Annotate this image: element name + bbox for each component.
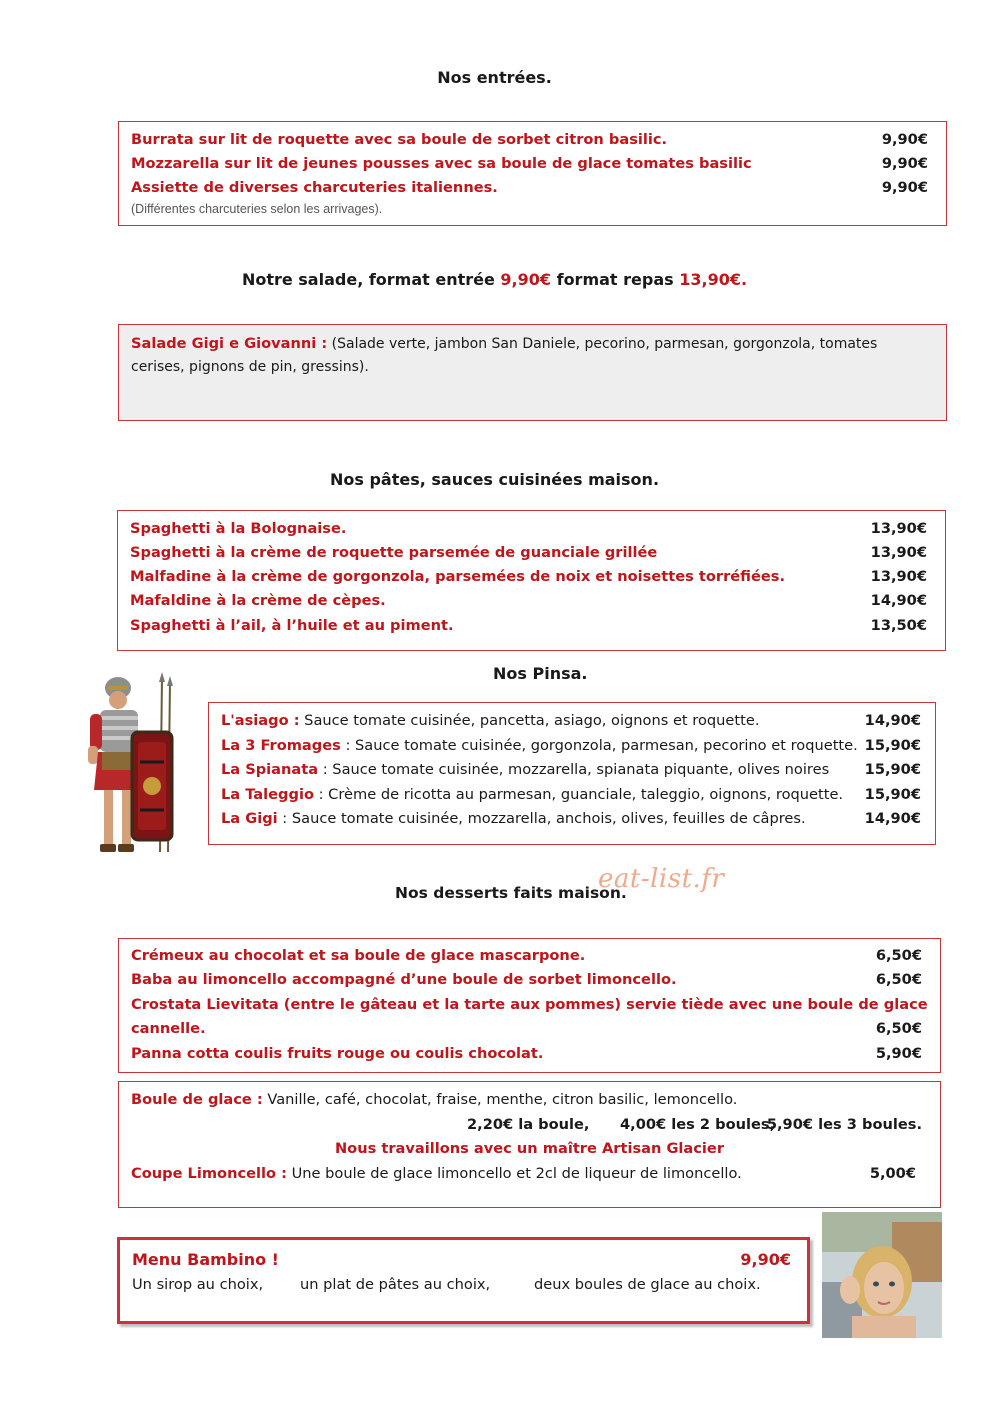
pinsa-name: La Taleggio — [221, 786, 314, 803]
pates-heading: Nos pâtes, sauces cuisinées maison. — [329, 470, 660, 489]
coupe-price: 5,00€ — [869, 1165, 916, 1182]
pinsa-price: 14,90€ — [864, 712, 921, 729]
pinsa-name: La Spianata — [221, 761, 319, 778]
pates-row — [130, 541, 927, 565]
entree-name: Assiette de diverses charcuteries italiennes. — [131, 179, 498, 196]
pinsa-desc: : Sauce tomate cuisinée, mozzarella, anchois, olives, feuilles de câpres. — [277, 810, 806, 827]
boule-prices-row — [131, 1113, 922, 1137]
pates-name: Spaghetti à la Bolognaise. — [130, 520, 347, 537]
pinsa-row — [221, 807, 921, 831]
pinsa-heading: Nos Pinsa. — [493, 664, 588, 683]
entrees-heading: Nos entrées. — [437, 68, 552, 87]
dessert-name: Crostata Lievitata (entre le gâteau et la tarte aux pommes) servie tiède avec une boule de glace — [131, 996, 928, 1013]
pates-name: Spaghetti à l’ail, à l’huile et au piment. — [130, 617, 454, 634]
coupe-label: Coupe Limoncello : — [131, 1165, 287, 1182]
roman-soldier-illustration — [74, 672, 186, 874]
pinsa-name: L'asiago : — [221, 712, 300, 729]
pates-price: 14,90€ — [870, 592, 927, 609]
entree-row — [131, 176, 928, 200]
bambino-choice-1: Un sirop au choix, — [132, 1276, 264, 1293]
salade-price-repas: 13,90€. — [679, 270, 748, 289]
bambino-choice-3: deux boules de glace au choix. — [534, 1276, 761, 1293]
pates-row — [130, 589, 927, 613]
pinsa-row — [221, 758, 921, 782]
dessert-row — [131, 993, 928, 1017]
entrees-note: (Différentes charcuteries selon les arrivages). — [131, 202, 383, 216]
salade-price-entree: 9,90€ — [500, 270, 552, 289]
desserts-box — [118, 938, 941, 1073]
entree-name: Mozzarella sur lit de jeunes pousses avec sa boule de glace tomates basilic — [131, 155, 752, 172]
salade-text — [131, 332, 921, 379]
pinsa-price: 15,90€ — [864, 786, 921, 803]
pinsa-price: 15,90€ — [864, 761, 921, 778]
coupe-row — [131, 1162, 916, 1186]
dessert-row — [131, 944, 922, 968]
bambino-box — [117, 1237, 810, 1324]
dessert-row — [131, 968, 922, 992]
pinsa-name: La Gigi — [221, 810, 278, 827]
dessert-price: 6,50€ — [875, 1020, 922, 1037]
pates-price: 13,90€ — [870, 544, 927, 561]
coupe-desc: Une boule de glace limoncello et 2cl de liqueur de limoncello. — [286, 1165, 742, 1182]
salade-heading — [0, 270, 989, 289]
boule-price-1: 2,20€ la boule, — [467, 1116, 590, 1133]
entree-price: 9,90€ — [881, 179, 928, 196]
entree-row — [131, 152, 928, 176]
desserts-heading: Nos desserts faits maison. — [395, 884, 627, 902]
pinsa-price: 14,90€ — [864, 810, 921, 827]
bambino-price: 9,90€ — [740, 1250, 791, 1269]
pinsa-row — [221, 783, 921, 807]
salade-box — [118, 324, 947, 421]
entree-price: 9,90€ — [881, 131, 928, 148]
dessert-name: cannelle. — [131, 1020, 206, 1037]
dessert-name: Baba au limoncello accompagné d’une boule de sorbet limoncello. — [131, 971, 677, 988]
pinsa-desc: : Crème de ricotta au parmesan, guanciale, taleggio, oignons, roquette. — [313, 786, 844, 803]
pates-row — [130, 565, 927, 589]
pinsa-desc: Sauce tomate cuisinée, pancetta, asiago, oignons et roquette. — [299, 712, 760, 729]
pinsa-row — [221, 734, 921, 758]
dessert-row — [131, 1017, 922, 1041]
salade-heading-prefix: Notre salade, format entrée — [241, 270, 501, 289]
dessert-name: Crémeux au chocolat et sa boule de glace mascarpone. — [131, 947, 586, 964]
pates-price: 13,90€ — [870, 568, 927, 585]
dessert-row — [131, 1042, 922, 1066]
glaces-box — [118, 1081, 941, 1208]
pinsa-box — [208, 702, 936, 845]
boule-label: Boule de glace : — [131, 1091, 263, 1108]
pates-row — [130, 614, 927, 638]
pates-row — [130, 517, 927, 541]
entree-price: 9,90€ — [881, 155, 928, 172]
boule-price-2: 4,00€ les 2 boules, — [620, 1116, 776, 1133]
dessert-name: Panna cotta coulis fruits rouge ou coulis chocolat. — [131, 1045, 544, 1062]
boule-flavors: Vanille, café, chocolat, fraise, menthe, citron basilic, lemoncello. — [262, 1091, 738, 1108]
child-photo — [822, 1212, 942, 1338]
pates-name: Malfadine à la crème de gorgonzola, parsemées de noix et noisettes torréfiées. — [130, 568, 786, 585]
entrees-box — [118, 121, 947, 226]
dessert-price: 6,50€ — [875, 947, 922, 964]
entree-row — [131, 128, 928, 152]
bambino-choice-2: un plat de pâtes au choix, — [300, 1276, 491, 1293]
artisan-note: Nous travaillons avec un maître Artisan Glacier — [334, 1140, 725, 1157]
entree-name: Burrata sur lit de roquette avec sa boule de sorbet citron basilic. — [131, 131, 668, 148]
dessert-price: 5,90€ — [875, 1045, 922, 1062]
pinsa-row — [221, 709, 921, 733]
pinsa-desc: : Sauce tomate cuisinée, mozzarella, spianata piquante, olives noires — [318, 761, 830, 778]
artisan-row — [119, 1137, 940, 1161]
pinsa-price: 15,90€ — [864, 737, 921, 754]
watermark-logo: eat-list.fr — [598, 864, 725, 894]
bambino-title: Menu Bambino ! — [132, 1250, 279, 1269]
salade-name: Salade Gigi e Giovanni : — [131, 335, 328, 352]
salade-heading-middle: format repas — [551, 270, 680, 289]
boule-price-3: 5,90€ les 3 boules. — [766, 1116, 922, 1133]
pinsa-name: La 3 Fromages — [221, 737, 341, 754]
pates-box — [117, 510, 946, 651]
pinsa-desc: : Sauce tomate cuisinée, gorgonzola, parmesan, pecorino et roquette. — [340, 737, 858, 754]
pates-price: 13,50€ — [870, 617, 927, 634]
boule-row — [131, 1088, 922, 1112]
pates-price: 13,90€ — [870, 520, 927, 537]
pates-name: Spaghetti à la crème de roquette parsemée de guanciale grillée — [130, 544, 658, 561]
dessert-price: 6,50€ — [875, 971, 922, 988]
pates-name: Mafaldine à la crème de cèpes. — [130, 592, 386, 609]
salade-description: (Salade verte, jambon San Daniele, pecorino, parmesan, gorgonzola, tomates cerises, pignons de pin, gressins). — [131, 336, 878, 375]
